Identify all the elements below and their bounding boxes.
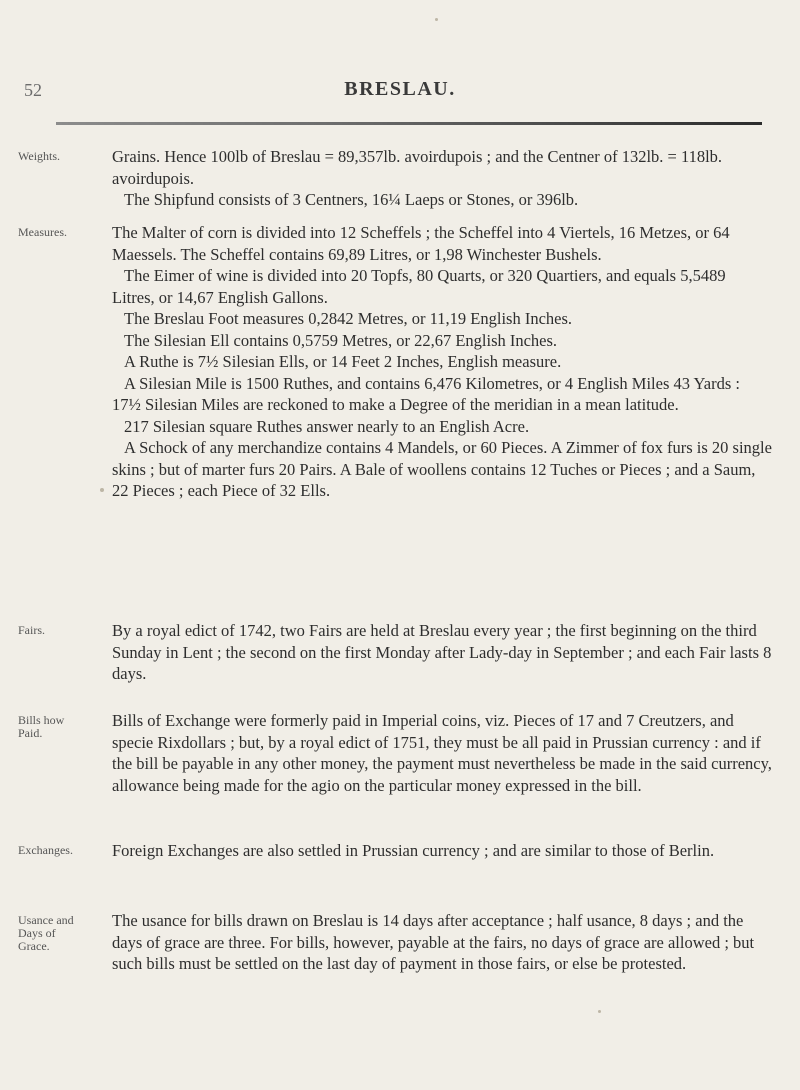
paper-speck <box>435 18 438 21</box>
measures-paragraph: 217 Silesian square Ruthes answer nearly to an English Acre. <box>124 416 530 436</box>
usance-paragraph: The usance for bills drawn on Breslau is 14 days after acceptance ; half usance, 8 days ; and the days of grace are three. For bills, however, payable at the fairs, no days of grace are allowed ; but such bills must be settled on the last day of payment in those fairs, or else be protested. <box>112 911 755 973</box>
side-label-bills: Bills how Paid. <box>18 713 65 740</box>
measures-paragraph: A Ruthe is 7½ Silesian Ells, or 14 Feet 2 Inches, English measure. <box>124 352 562 371</box>
bills-body <box>112 710 772 796</box>
exchanges-paragraph: Foreign Exchanges are also settled in Prussian currency ; and are similar to those of Berlin. <box>112 841 715 860</box>
paper-speck <box>100 488 104 492</box>
exchanges-body <box>112 840 772 862</box>
paper-speck <box>598 1010 601 1013</box>
side-label-fairs: Fairs. <box>18 623 45 637</box>
side-label-measures: Measures. <box>18 225 67 239</box>
side-label-usance: Usance and Days of Grace. <box>18 913 74 953</box>
measures-paragraph: A Schock of any merchandize contains 4 Mandels, or 60 Pieces. A Zimmer of fox furs is 20 single skins ; but of marter furs 20 Pairs. A Bale of woollens contains 12 Tuches or Pieces ; and a Saum, 22 Pieces ; each Piece of 32 Ells. <box>112 438 772 500</box>
side-label-exchanges: Exchanges. <box>18 843 73 857</box>
measures-paragraph: The Malter of corn is divided into 12 Scheffels ; the Scheffel into 4 Viertels, 16 Metzes, or 64 Maessels. The Scheffel contains 69,89 Litres, or 1,98 Winchester Bushels. <box>112 223 730 264</box>
side-label-weights: Weights. <box>18 149 61 163</box>
usance-body <box>112 910 772 975</box>
header-rule <box>56 122 762 125</box>
weights-paragraph: Grains. Hence 100lb of Breslau = 89,357lb. avoirdupois ; and the Centner of 132lb. = 118lb. avoirdupois. <box>112 147 723 188</box>
weights-paragraph: The Shipfund consists of 3 Centners, 16¼ Laeps or Stones, or 396lb. <box>124 190 579 209</box>
measures-paragraph: A Silesian Mile is 1500 Ruthes, and contains 6,476 Kilometres, or 4 English Miles 43 Yards : 17½ Silesian Miles are reckoned to make a Degree of the meridian in a mean latitude. <box>112 373 740 414</box>
page-header <box>0 78 800 102</box>
page-number: 52 <box>24 80 42 100</box>
running-title: BRESLAU. <box>344 78 456 100</box>
bills-paragraph: Bills of Exchange were formerly paid in Imperial coins, viz. Pieces of 17 and 7 Creutzers, and specie Rixdollars ; but, by a royal edict of 1751, they must be all paid in Prussian currency : and if the bill be payable in any other money, the payment must nevertheless be made in the said currency, allowance being made for the agio on the particular money expressed in the bill. <box>112 711 772 795</box>
weights-body <box>112 146 772 211</box>
measures-paragraph: The Breslau Foot measures 0,2842 Metres, or 11,19 English Inches. <box>124 309 573 328</box>
measures-paragraph: The Silesian Ell contains 0,5759 Metres, or 22,67 English Inches. <box>124 330 558 350</box>
fairs-body <box>112 620 772 685</box>
measures-body <box>112 222 772 502</box>
fairs-paragraph: By a royal edict of 1742, two Fairs are held at Breslau every year ; the first beginning on the third Sunday in Lent ; the second on the first Monday after Lady-day in September ; and each Fair lasts 8 days. <box>112 621 772 683</box>
measures-paragraph: The Eimer of wine is divided into 20 Topfs, 80 Quarts, or 320 Quartiers, and equals 5,5489 Litres, or 14,67 English Gallons. <box>112 266 726 307</box>
